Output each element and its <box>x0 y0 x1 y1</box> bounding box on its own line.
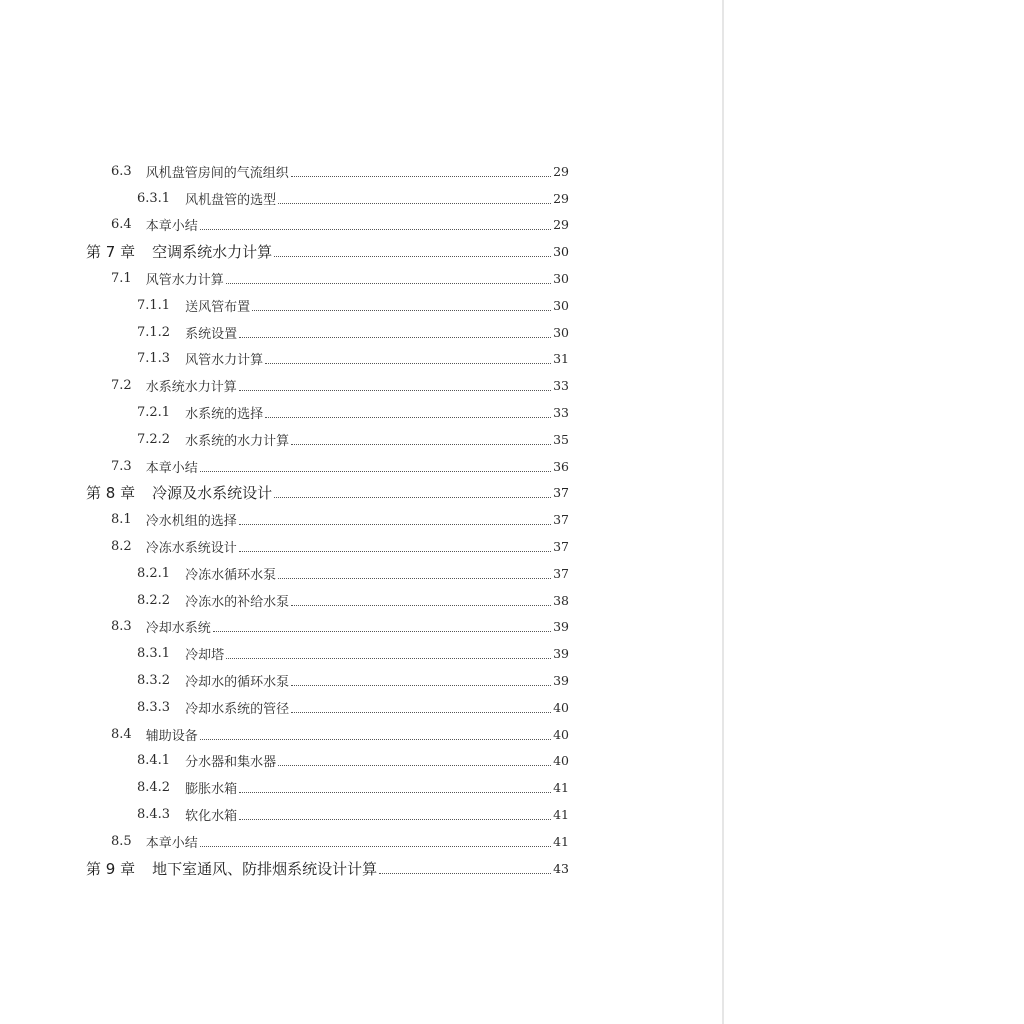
toc-entry-number: 8.3.1 <box>137 646 171 662</box>
toc-entry-number: 6.3.1 <box>137 190 171 206</box>
toc-entry-title: 风管水力计算 <box>185 353 264 369</box>
toc-entry-number: 7.2.1 <box>137 405 171 421</box>
toc-entry-page-number: 29 <box>553 190 569 206</box>
toc-entry[interactable] <box>0 346 569 373</box>
dot-leader <box>291 175 551 177</box>
toc-entry[interactable] <box>0 721 569 748</box>
dot-leader <box>239 336 551 338</box>
toc-entry-number: 6.4 <box>111 217 132 233</box>
toc-entry-number: 8.1 <box>111 512 132 528</box>
toc-entry-title: 水系统的水力计算 <box>185 433 290 449</box>
toc-entry-number: 7.2.2 <box>137 431 171 447</box>
toc-entry-number: 8.2.1 <box>137 565 171 581</box>
dot-leader <box>278 202 551 204</box>
toc-entry-title: 冷源及水系统设计 <box>152 484 273 503</box>
blank-canvas-area <box>724 0 1024 1024</box>
dot-leader <box>226 282 551 284</box>
toc-entry-page-number: 30 <box>553 324 569 340</box>
toc-entry-page-number: 31 <box>553 351 569 367</box>
toc-entry-number: 7.1.2 <box>137 324 171 340</box>
toc-entry-title: 空调系统水力计算 <box>152 243 273 262</box>
toc-entry-title: 分水器和集水器 <box>185 755 277 771</box>
toc-entry-page-number: 30 <box>553 271 569 287</box>
toc-entry[interactable] <box>0 667 569 694</box>
dot-leader <box>239 818 551 820</box>
dot-leader <box>239 550 551 552</box>
toc-entry[interactable] <box>0 587 569 614</box>
dot-leader <box>274 255 551 257</box>
toc-entry-title: 风管水力计算 <box>145 273 224 289</box>
toc-entry[interactable] <box>0 212 569 239</box>
toc-entry-title: 辅助设备 <box>145 728 198 744</box>
toc-entry-number: 8.2 <box>111 539 132 555</box>
dot-leader <box>291 443 551 445</box>
toc-entry[interactable] <box>0 426 569 453</box>
toc-entry-title: 膨胀水箱 <box>185 782 238 798</box>
toc-entry-page-number: 41 <box>553 780 569 796</box>
toc-entry[interactable] <box>0 828 569 855</box>
toc-entry-page-number: 40 <box>553 753 569 769</box>
toc-entry-page-number: 39 <box>553 646 569 662</box>
toc-entry-title: 送风管布置 <box>185 299 251 315</box>
dot-leader <box>239 791 551 793</box>
toc-entry-number: 6.3 <box>111 163 132 179</box>
toc-entry[interactable] <box>0 614 569 641</box>
dot-leader <box>278 577 551 579</box>
toc-entry[interactable] <box>0 453 569 480</box>
toc-entry[interactable] <box>0 748 569 775</box>
toc-entry-page-number: 41 <box>553 807 569 823</box>
toc-entry-number: 8.4.2 <box>137 780 171 796</box>
dot-leader <box>291 604 551 606</box>
toc-entry-page-number: 43 <box>553 860 569 876</box>
toc-entry-page-number: 37 <box>553 512 569 528</box>
dot-leader <box>200 228 551 230</box>
toc-entry-title: 本章小结 <box>145 460 198 476</box>
dot-leader <box>265 416 551 418</box>
toc-entry-page-number: 33 <box>553 378 569 394</box>
toc-entry-title: 风机盘管的选型 <box>185 192 277 208</box>
toc-entry-number: 8.4.1 <box>137 753 171 769</box>
toc-entry-title: 冷冻水的补给水泵 <box>185 594 290 610</box>
dot-leader <box>239 389 551 391</box>
toc-entry-title: 冷却水的循环水泵 <box>185 675 290 691</box>
toc-entry[interactable] <box>0 292 569 319</box>
toc-entry-page-number: 37 <box>553 539 569 555</box>
toc-entry-number: 8.2.2 <box>137 592 171 608</box>
dot-leader <box>239 523 551 525</box>
toc-entry[interactable] <box>0 158 569 185</box>
dot-leader <box>252 309 551 311</box>
toc-entry[interactable] <box>0 319 569 346</box>
toc-entry[interactable] <box>0 694 569 721</box>
toc-entry-page-number: 30 <box>553 244 569 260</box>
table-of-contents <box>0 158 722 882</box>
toc-entry[interactable] <box>0 560 569 587</box>
toc-entry-title: 冷却水系统 <box>145 621 211 637</box>
toc-entry[interactable] <box>0 533 569 560</box>
dot-leader <box>200 470 551 472</box>
toc-entry-title: 冷冻水系统设计 <box>145 541 237 557</box>
toc-entry-number: 7.2 <box>111 378 132 394</box>
toc-entry-page-number: 41 <box>553 833 569 849</box>
toc-entry-number: 7.1.3 <box>137 351 171 367</box>
toc-entry-page-number: 29 <box>553 217 569 233</box>
toc-entry-number: 7.1.1 <box>137 297 171 313</box>
toc-entry-page-number: 39 <box>553 673 569 689</box>
toc-entry-page-number: 33 <box>553 405 569 421</box>
toc-entry[interactable] <box>0 640 569 667</box>
toc-entry-page-number: 35 <box>553 431 569 447</box>
toc-chapter-entry[interactable] <box>0 238 569 265</box>
toc-entry-title: 地下室通风、防排烟系统设计计算 <box>152 859 378 878</box>
toc-entry-number: 第 7 章 <box>86 243 136 262</box>
toc-entry-number: 7.3 <box>111 458 132 474</box>
toc-entry-page-number: 40 <box>553 726 569 742</box>
dot-leader <box>200 738 551 740</box>
dot-leader <box>278 764 551 766</box>
toc-chapter-entry[interactable] <box>0 855 569 882</box>
toc-entry[interactable] <box>0 185 569 212</box>
toc-entry-page-number: 37 <box>553 565 569 581</box>
toc-entry-title: 冷却水系统的管径 <box>185 701 290 717</box>
toc-entry-number: 7.1 <box>111 271 132 287</box>
toc-entry-page-number: 38 <box>553 592 569 608</box>
toc-entry-number: 8.5 <box>111 833 132 849</box>
toc-entry[interactable] <box>0 801 569 828</box>
dot-leader <box>291 711 551 713</box>
dot-leader <box>200 845 551 847</box>
dot-leader <box>265 362 551 364</box>
toc-entry[interactable] <box>0 774 569 801</box>
dot-leader <box>291 684 551 686</box>
toc-entry-title: 冷冻水循环水泵 <box>185 567 277 583</box>
dot-leader <box>213 630 551 632</box>
toc-entry-number: 第 8 章 <box>86 484 136 503</box>
toc-entry-page-number: 37 <box>553 485 569 501</box>
toc-entry-page-number: 36 <box>553 458 569 474</box>
toc-chapter-entry[interactable] <box>0 480 569 507</box>
toc-entry-title: 软化水箱 <box>185 809 238 825</box>
toc-entry-title: 本章小结 <box>145 835 198 851</box>
dot-leader <box>274 496 551 498</box>
toc-entry[interactable] <box>0 506 569 533</box>
toc-entry-number: 8.4.3 <box>137 807 171 823</box>
toc-entry-number: 第 9 章 <box>86 859 136 878</box>
toc-entry-page-number: 39 <box>553 619 569 635</box>
toc-entry-title: 冷水机组的选择 <box>145 514 237 530</box>
toc-entry-number: 8.3.3 <box>137 699 171 715</box>
toc-entry-number: 8.3.2 <box>137 673 171 689</box>
toc-entry[interactable] <box>0 372 569 399</box>
toc-entry[interactable] <box>0 265 569 292</box>
toc-entry-title: 水系统的选择 <box>185 407 264 423</box>
toc-entry-title: 系统设置 <box>185 326 238 342</box>
toc-entry-title: 风机盘管房间的气流组织 <box>145 165 289 181</box>
toc-entry-title: 水系统水力计算 <box>145 380 237 396</box>
toc-entry-number: 8.4 <box>111 726 132 742</box>
dot-leader <box>226 657 551 659</box>
toc-entry-number: 8.3 <box>111 619 132 635</box>
dot-leader <box>379 872 551 874</box>
toc-entry-page-number: 40 <box>553 699 569 715</box>
toc-entry-title: 冷却塔 <box>185 648 225 664</box>
toc-entry-page-number: 30 <box>553 297 569 313</box>
toc-entry-title: 本章小结 <box>145 219 198 235</box>
toc-entry-page-number: 29 <box>553 163 569 179</box>
toc-entry[interactable] <box>0 399 569 426</box>
